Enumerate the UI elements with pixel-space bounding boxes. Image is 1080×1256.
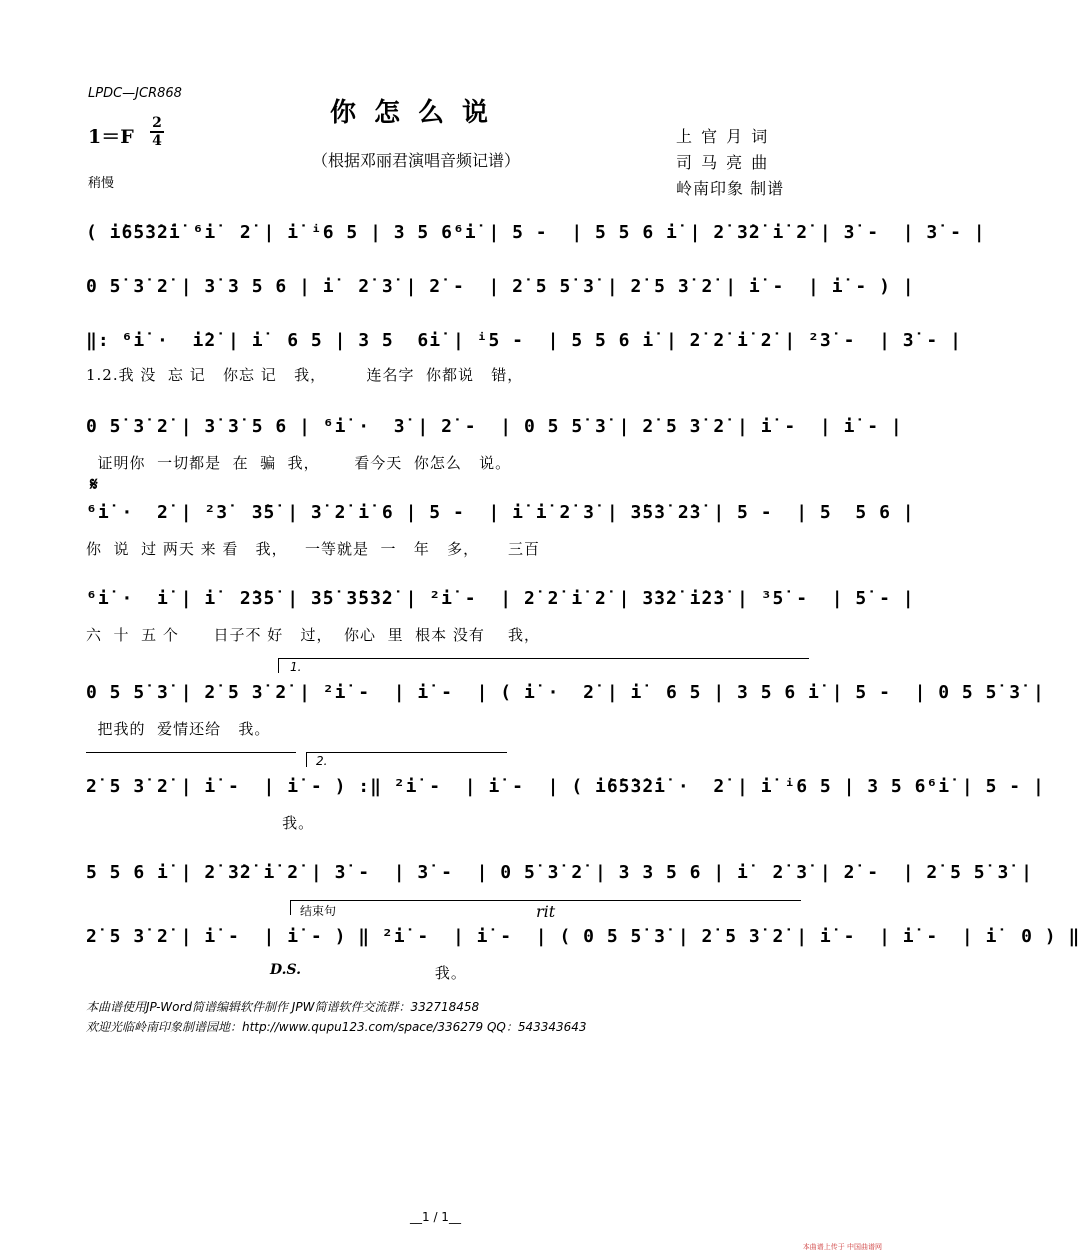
lyric: 1.2.我 没 忘 记 你忘 记 我， 连名字 你都说 错， <box>86 366 524 384</box>
score-line-10 <box>86 926 1080 982</box>
arranger-credit: 岭南印象 制谱 <box>676 179 785 198</box>
lyric: 把我的 爱情还给 我。 <box>86 720 271 738</box>
notes: ⁶i̇ · 2̇ | ²3̇ 3̇5̇ | 3̇ 2̇ i̇ 6 | 5 - | i̇ i̇ 2̇ 3̇ | 3̇5̇3̇ 2̇3̇ | 5 - | 5 5 6 | <box>86 502 915 523</box>
notes: 2̇ 5 3̇ 2̇ | i̇ - | i̇ - ) ‖ ²i̇ - | i̇ - | ( 0 5 5̇ 3̇ | 2̇ 5 3̇ 2̇ | i̇ - | i̇ - | i̇ 0 ) ‖ <box>86 926 1080 947</box>
notes: 2̇ 5 3̇ 2̇ | i̇ - | i̇ - ) :‖ ²i̇ - | i̇ - | ( i̇6̇5̇3̇2̇i̇ · 2̇ | i̇ ⁱ6 5 | 3 5 6⁶i̇ | 5 - | <box>86 776 1045 797</box>
notes: 5 5 6 i̇ | 2̇ 3̇2̇ i̇ 2̇ | 3̇ - | 3̇ - | 0 5̇ 3̇ 2̇ | 3 3 5 6 | i̇ 2̇ 3̇ | 2̇ - | 2̇ 5 5̇ 3̇ | <box>86 862 1033 883</box>
score-line-5 <box>86 502 915 558</box>
song-subtitle: （根据邓丽君演唱音频记谱） <box>312 151 521 170</box>
score-line-8 <box>86 776 1045 832</box>
volta-continuation <box>86 752 296 767</box>
score-line-4 <box>86 416 903 472</box>
lyric: 你 说 过 两天 来 看 我， 一等就是 一 年 多， 三百 <box>86 540 540 558</box>
notes: 0 5̇ 3̇ 2̇ | 3̇ 3 5 6 | i̇ 2̇ 3̇ | 2̇ - | 2̇ 5 5̇ 3̇ | 2̇ 5 3̇ 2̇ | i̇ - | i̇ - ) | <box>86 276 915 297</box>
lyric: 我。 <box>86 814 315 832</box>
score-line-2 <box>86 276 915 322</box>
volta-label-1: 1. <box>290 660 302 674</box>
score-line-1 <box>86 222 986 268</box>
score-code: LPDC—JCR868 <box>88 86 182 101</box>
key-signature: 1＝F <box>88 126 134 148</box>
notes: ( i̇6̇5̇3̇2̇i̇ ⁶i̇ 2̇ | i̇ ⁱ6 5 | 3 5 6⁶i̇ | 5 - | 5 5 6 i̇ | 2̇ 3̇2̇ i̇ 2̇ | 3̇ - | 3̇ - | <box>86 222 986 243</box>
notes: ⁶i̇ · i̇ | i̇ 2̇3̇5̇ | 3̇5̇ 3̇5̇3̇2̇ | ²i̇ - | 2̇ 2̇ i̇ 2̇ | 3̇3̇2̇ i̇2̇3̇ | ³5̇ - | 5̇ - | <box>86 588 915 609</box>
footer-line-2: 欢迎光临岭南印象制谱园地：http://www.qupu123.com/space/336279 QQ：543343643 <box>86 1020 587 1034</box>
volta-label-2: 2. <box>316 754 328 768</box>
coda-label: 结束句 <box>300 904 337 918</box>
score-line-7 <box>86 682 1045 738</box>
score-line-6 <box>86 588 915 644</box>
site-watermark: 本曲谱上传于 中国曲谱网 <box>802 1243 882 1251</box>
lyric: 六 十 五 个 日子不 好 过， 你心 里 根本 没有 我， <box>86 626 540 644</box>
notes: 0 5̇ 3̇ 2̇ | 3̇ 3̇ 5 6 | ⁶i̇ · 3̇ | 2̇ - | 0 5 5̇ 3̇ | 2̇ 5 3̇ 2̇ | i̇ - | i̇ - | <box>86 416 903 437</box>
dal-segno-mark: D.S. <box>270 962 302 978</box>
segno-sign: 𝄋 <box>90 474 98 495</box>
composer-credit: 司 马 亮 曲 <box>676 153 770 172</box>
tempo-marking: 稍慢 <box>88 176 115 191</box>
notes: ‖: ⁶i̇ · i̇2̇ | i̇ 6 5 | 3 5 6i̇ | ⁱ5 - | 5 5 6 i̇ | 2̇ 2̇ i̇ 2̇ | ²3̇ - | 3̇ - | <box>86 330 962 351</box>
lyric: 我。 <box>308 964 467 982</box>
time-top: 2 <box>152 115 162 131</box>
notes: 0 5 5̇ 3̇ | 2̇ 5 3̇ 2̇ | ²i̇ - | i̇ - | ( i̇ · 2̇ | i̇ 6 5 | 3 5 6 i̇ | 5 - | 0 5 5̇ 3̇ | <box>86 682 1045 703</box>
song-title: 你怎么说 <box>330 98 507 128</box>
lyric: 证明你 一切都是 在 骗 我， 看今天 你怎么 说。 <box>86 454 512 472</box>
volta-bracket-1 <box>278 658 809 673</box>
page-number: __1 / 1__ <box>410 1210 461 1224</box>
volta-bracket-2 <box>306 752 507 767</box>
footer-line-1: 本曲谱使用JP-Word简谱编辑软件制作 JPW简谱软件交流群：332718458 <box>86 1000 480 1014</box>
lyricist-credit: 上 官 月 词 <box>676 127 770 146</box>
time-bottom: 4 <box>152 133 162 149</box>
score-line-3 <box>86 330 962 384</box>
ritardando-mark: rit <box>536 902 556 921</box>
time-signature <box>150 116 164 148</box>
